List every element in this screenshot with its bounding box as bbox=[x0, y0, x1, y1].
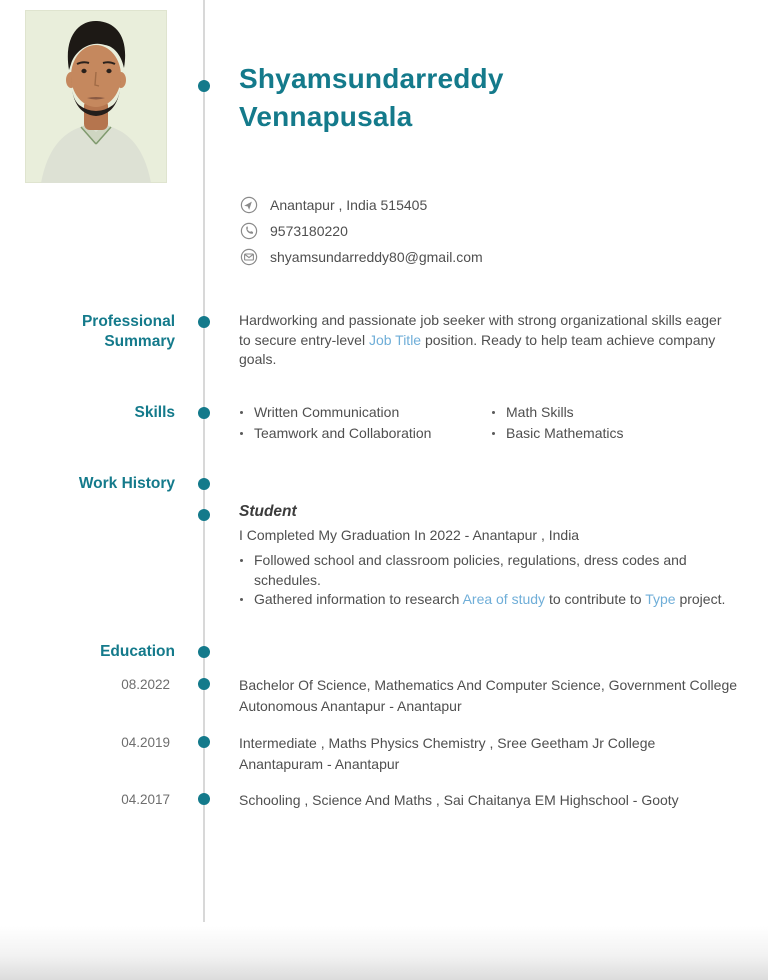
candidate-name-line2: Vennapusala bbox=[239, 101, 413, 132]
timeline-dot-name bbox=[198, 80, 210, 92]
bullet-dot bbox=[240, 432, 243, 435]
education-date: 04.2019 bbox=[121, 735, 170, 750]
contact-phone: 9573180220 bbox=[270, 223, 348, 239]
job-meta: I Completed My Graduation In 2022 - Anantapur , India bbox=[239, 527, 580, 543]
candidate-name-line1: Shyamsundarreddy bbox=[239, 63, 504, 94]
education-entry: Intermediate , Maths Physics Chemistry , Sree Geetham Jr College Anantapuram - Anantapur bbox=[239, 735, 656, 772]
job-bullet-text: Followed school and classroom policies, regulations, dress codes and schedules. bbox=[254, 552, 687, 588]
bullet-dot bbox=[240, 411, 243, 414]
education-entry: Schooling , Science And Maths , Sai Chaitanya EM Highschool - Gooty bbox=[239, 792, 679, 808]
timeline-dot-skills bbox=[198, 407, 210, 419]
phone-icon bbox=[240, 222, 258, 240]
contact-location: Anantapur , India 515405 bbox=[270, 197, 428, 213]
bullet2-middle: to contribute to bbox=[545, 591, 646, 607]
skill-label: Math Skills bbox=[506, 404, 574, 420]
skill-label: Written Communication bbox=[254, 404, 400, 420]
summary-text bbox=[239, 311, 726, 370]
timeline-dot-edu-1 bbox=[198, 678, 210, 690]
bullet2-after: project. bbox=[675, 591, 726, 607]
contact-block bbox=[240, 196, 483, 274]
type-link[interactable]: Type bbox=[645, 591, 676, 607]
timeline-dot-work bbox=[198, 478, 210, 490]
location-navigation-icon bbox=[240, 196, 258, 214]
skill-item bbox=[491, 423, 726, 444]
skill-item bbox=[491, 402, 726, 423]
contact-location-row bbox=[240, 196, 483, 214]
timeline-dot-summary bbox=[198, 316, 210, 328]
section-heading-skills: Skills bbox=[134, 404, 175, 421]
contact-phone-row bbox=[240, 222, 483, 240]
area-of-study-link[interactable]: Area of study bbox=[462, 591, 546, 607]
contact-email: shyamsundarreddy80@gmail.com bbox=[270, 249, 483, 265]
timeline-dot-edu-3 bbox=[198, 793, 210, 805]
timeline-dot-education bbox=[198, 646, 210, 658]
skill-item bbox=[239, 423, 484, 444]
job-bullet bbox=[239, 590, 726, 610]
candidate-name bbox=[239, 60, 679, 136]
timeline-dot-edu-2 bbox=[198, 736, 210, 748]
skills-column-2 bbox=[491, 402, 726, 443]
skill-label: Teamwork and Collaboration bbox=[254, 424, 432, 441]
section-heading-summary: Professional Summary bbox=[81, 313, 175, 350]
section-heading-work-history: Work History bbox=[78, 475, 175, 492]
education-date: 04.2017 bbox=[121, 792, 170, 807]
timeline-dot-job bbox=[198, 509, 210, 521]
bullet-dot bbox=[240, 559, 243, 562]
education-entry: Bachelor Of Science, Mathematics And Computer Science, Government College Autonomous Anantapur - Anantapur bbox=[239, 677, 738, 714]
page-bottom-edge bbox=[0, 926, 768, 980]
education-date: 08.2022 bbox=[121, 677, 170, 692]
section-heading-education: Education bbox=[100, 643, 175, 660]
skill-label: Basic Mathematics bbox=[506, 424, 624, 441]
profile-photo bbox=[25, 10, 167, 183]
job-title-link[interactable]: Job Title bbox=[368, 331, 422, 348]
envelope-icon bbox=[240, 248, 258, 266]
job-bullets bbox=[239, 551, 726, 610]
portrait-illustration bbox=[25, 10, 167, 183]
job-bullet-text bbox=[254, 590, 725, 610]
timeline-line bbox=[203, 0, 205, 922]
bullet-dot bbox=[492, 432, 495, 435]
contact-email-row bbox=[240, 248, 483, 266]
bullet-dot bbox=[240, 598, 243, 601]
job-bullet bbox=[239, 551, 726, 590]
bullet2-before: Gathered information to research bbox=[254, 591, 463, 607]
summary-text-after: position. Ready to help team achieve company goals. bbox=[239, 331, 716, 367]
summary-text-before: Hardworking and passionate job seeker with strong organizational skills eager to secure entry-level bbox=[239, 312, 722, 348]
skills-column-1 bbox=[239, 402, 484, 443]
skill-item bbox=[239, 402, 484, 423]
bullet-dot bbox=[492, 411, 495, 414]
job-title: Student bbox=[239, 503, 297, 520]
